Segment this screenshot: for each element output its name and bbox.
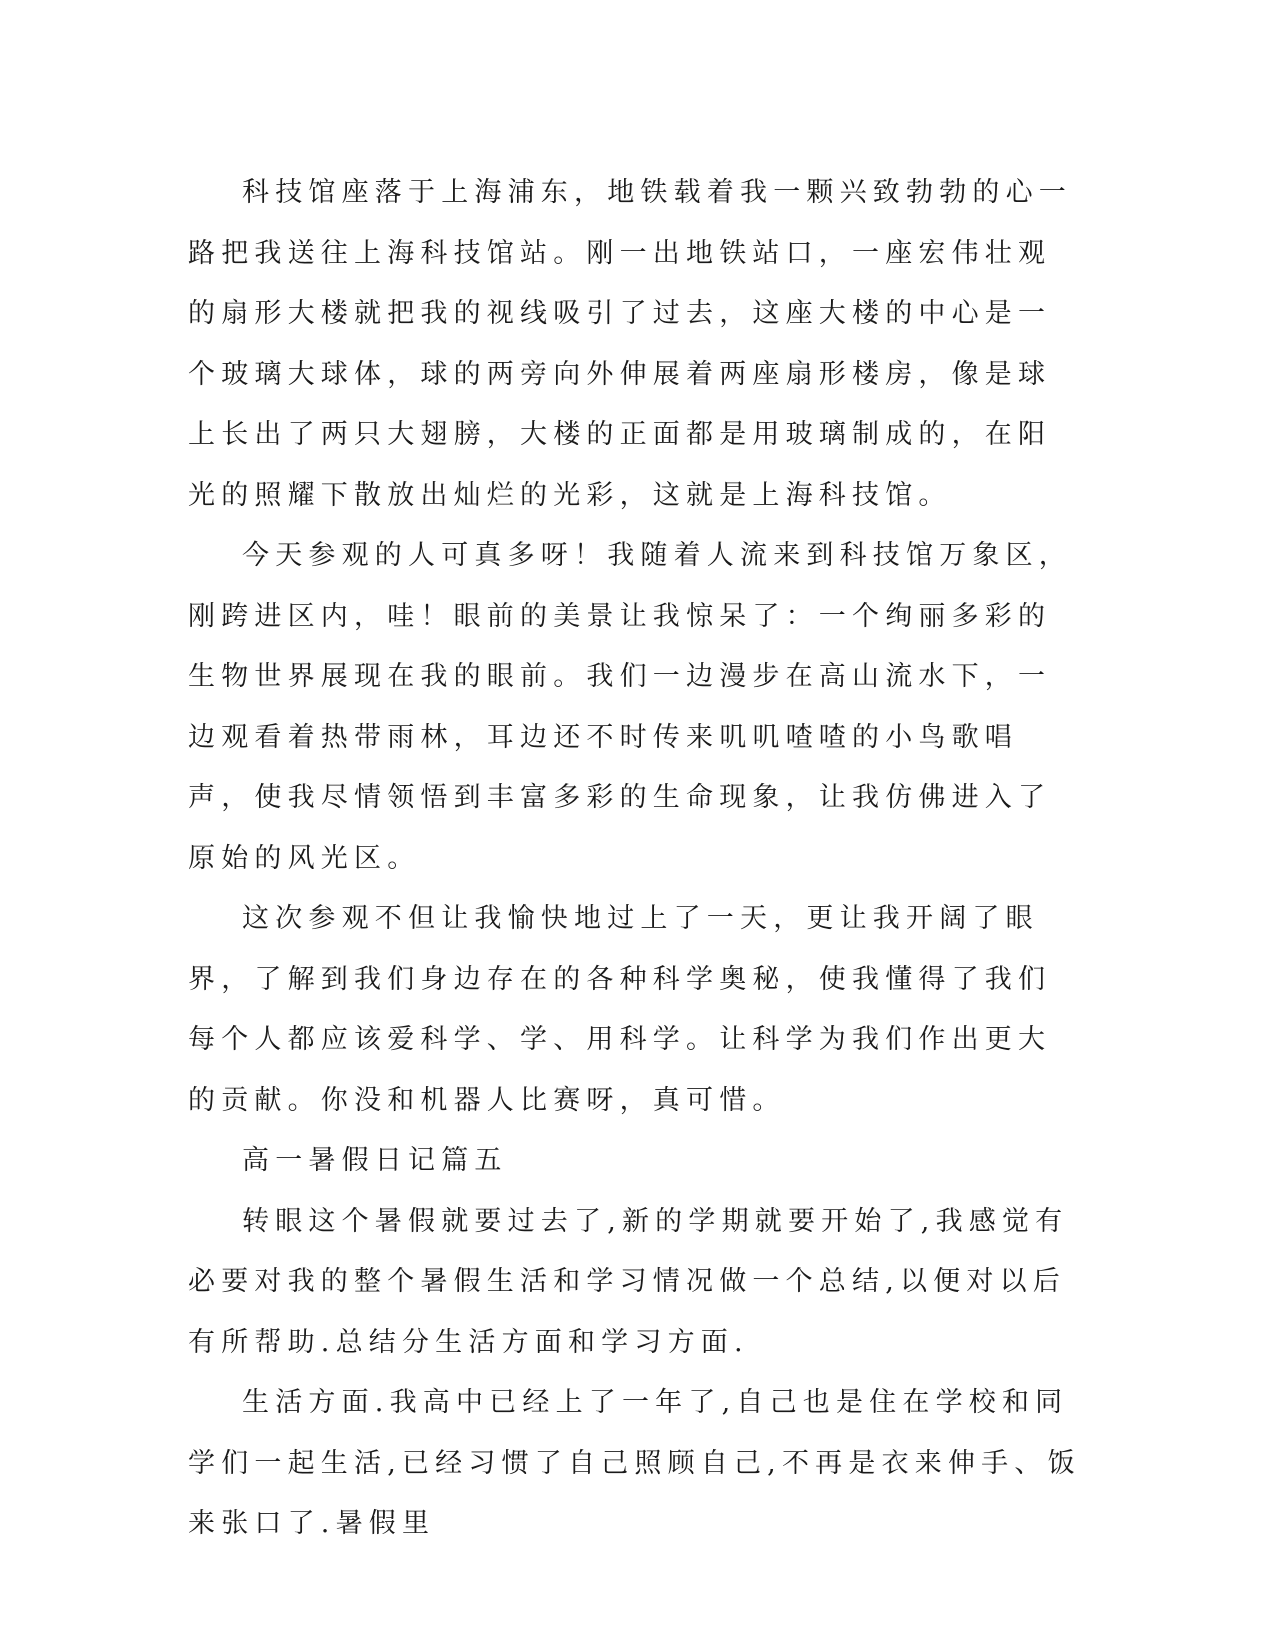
document-body [188, 163, 1083, 1555]
paragraph-life-aspect: 生活方面.我高中已经上了一年了,自己也是住在学校和同学们一起生活,已经习惯了自己照顾自己,不再是衣来伸手、饭来张口了.暑假里 [188, 1387, 1081, 1539]
paragraph-summer-summary: 转眼这个暑假就要过去了,新的学期就要开始了,我感觉有必要对我的整个暑假生活和学习情况做一个总结,以便对以后有所帮助.总结分生活方面和学习方面. [188, 1205, 1069, 1358]
paragraph-museum-visit: 今天参观的人可真多呀！我随着人流来到科技馆万象区，刚跨进区内，哇！眼前的美景让我惊呆了：一个绚丽多彩的生物世界展现在我的眼前。我们一边漫步在高山流水下，一边观看着热带雨林，耳边还不时传来叽叽喳喳的小鸟歌唱声，使我尽情领悟到丰富多彩的生命现象，让我仿佛进入了原始的风光区。 [188, 540, 1072, 874]
section-heading: 高一暑假日记篇五 [242, 1145, 508, 1176]
paragraph-visit-reflection: 这次参观不但让我愉快地过上了一天，更让我开阔了眼界，了解到我们身边存在的各种科学奥秘，使我懂得了我们每个人都应该爱科学、学、用科学。让科学为我们作出更大的贡献。你没和机器人比赛呀，真可惜。 [188, 903, 1052, 1116]
paragraph-museum-exterior: 科技馆座落于上海浦东，地铁载着我一颗兴致勃勃的心一路把我送往上海科技馆站。刚一出地铁站口，一座宏伟壮观的扇形大楼就把我的视线吸引了过去，这座大楼的中心是一个玻璃大球体，球的两旁向外伸展着两座扇形楼房，像是球上长出了两只大翅膀，大楼的正面都是用玻璃制成的，在阳光的照耀下散放出灿烂的光彩，这就是上海科技馆。 [188, 177, 1072, 511]
